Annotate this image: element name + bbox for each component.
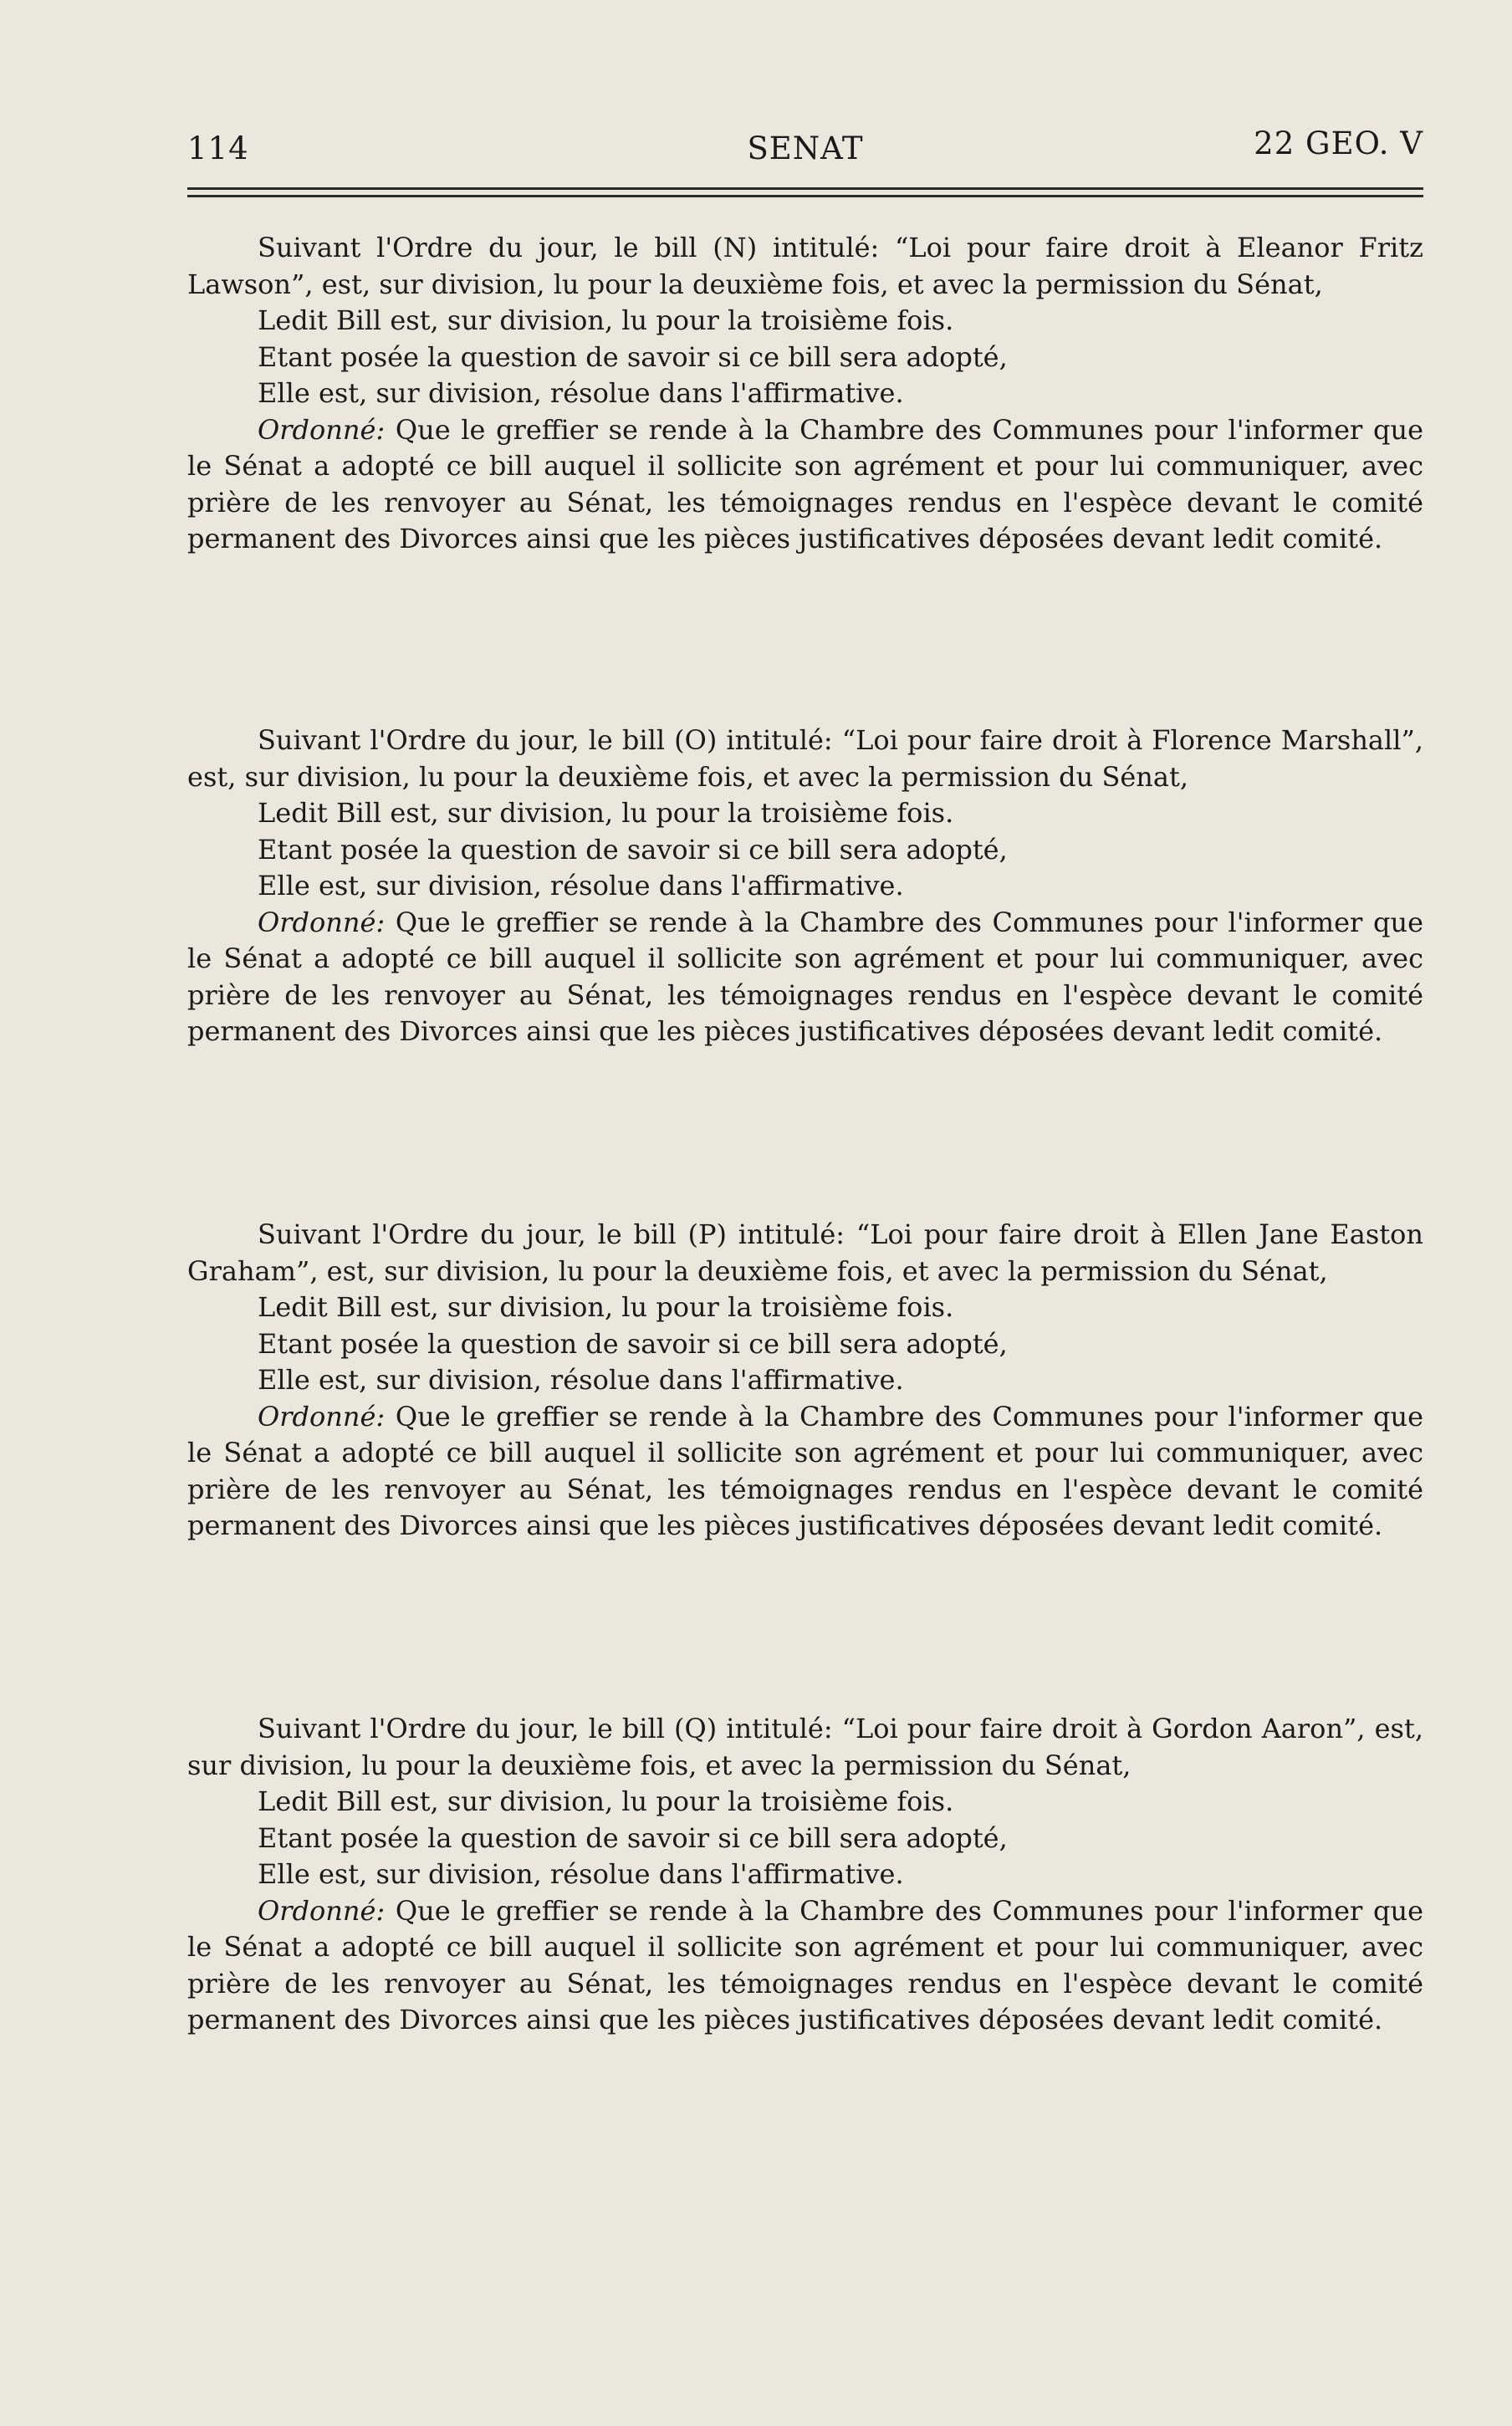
entry-intro: Suivant l'Ordre du jour, le bill (N) intitulé: “Loi pour faire droit à Eleanor Fritz Lawson”, est, sur division, lu pour la deuxième fois, et avec la permission du Sénat,: [187, 232, 1423, 300]
bill-entry-n: [187, 230, 1423, 558]
order-text: Que le greffier se rende à la Chambre des Communes pour l'informer que le Sénat a adopté ce bill auquel il sollicite son agrément et pour lui communiquer, avec prière de les renvoyer au Sénat, les témoignages rendus en l'espèce devant le comité permanent des Divorces ainsi que les pièces justificatives déposées devant ledit comité.: [187, 1894, 1423, 2035]
order-label: Ordonné:: [258, 906, 386, 938]
entry-intro: Suivant l'Ordre du jour, le bill (O) intitulé: “Loi pour faire droit à Florence Marshall”, est, sur division, lu pour la deuxième fois, et avec la permission du Sénat,: [187, 724, 1423, 793]
order-text: Que le greffier se rende à la Chambre des Communes pour l'informer que le Sénat a adopté ce bill auquel il sollicite son agrément et pour lui communiquer, avec prière de les renvoyer au Sénat, les témoignages rendus en l'espèce devant le comité permanent des Divorces ainsi que les pièces justificatives déposées devant ledit comité.: [187, 906, 1423, 1047]
entry-question: Etant posée la question de savoir si ce bill sera adopté,: [258, 1327, 1008, 1360]
entry-resolved: Elle est, sur division, résolue dans l'affirmative.: [258, 1364, 904, 1396]
entry-order: [187, 905, 1423, 1050]
entry-third-reading: Ledit Bill est, sur division, lu pour la troisième fois.: [258, 304, 954, 336]
regnal-year: 22 GEO. V: [1254, 125, 1423, 161]
running-head: [187, 125, 1423, 176]
order-label: Ordonné:: [258, 1400, 386, 1433]
entry-question: Etant posée la question de savoir si ce bill sera adopté,: [258, 340, 1008, 373]
entry-third-reading: Ledit Bill est, sur division, lu pour la troisième fois.: [258, 797, 954, 829]
order-label: Ordonné:: [258, 1894, 386, 1927]
page-number: 114: [187, 130, 249, 166]
entry-third-reading: Ledit Bill est, sur division, lu pour la troisième fois.: [258, 1785, 954, 1817]
header-rule-bottom: [187, 195, 1423, 197]
entry-question: Etant posée la question de savoir si ce bill sera adopté,: [258, 833, 1008, 866]
entry-question: Etant posée la question de savoir si ce bill sera adopté,: [258, 1821, 1008, 1854]
bill-entry-o: [187, 723, 1423, 1050]
entry-order: [187, 1893, 1423, 2039]
entry-resolved: Elle est, sur division, résolue dans l'affirmative.: [258, 377, 904, 409]
order-label: Ordonné:: [258, 413, 386, 446]
entry-intro: Suivant l'Ordre du jour, le bill (P) intitulé: “Loi pour faire droit à Ellen Jane Easton Graham”, est, sur division, lu pour la deuxième fois, et avec la permission du Sénat,: [187, 1218, 1423, 1287]
order-text: Que le greffier se rende à la Chambre des Communes pour l'informer que le Sénat a adopté ce bill auquel il sollicite son agrément et pour lui communiquer, avec prière de les renvoyer au Sénat, les témoignages rendus en l'espèce devant le comité permanent des Divorces ainsi que les pièces justificatives déposées devant ledit comité.: [187, 413, 1423, 554]
entry-third-reading: Ledit Bill est, sur division, lu pour la troisième fois.: [258, 1291, 954, 1323]
page-title: SENAT: [747, 130, 864, 166]
bill-entry-p: [187, 1217, 1423, 1545]
entry-order: [187, 1399, 1423, 1545]
entry-order: [187, 412, 1423, 558]
entry-resolved: Elle est, sur division, résolue dans l'affirmative.: [258, 1858, 904, 1890]
bill-entry-q: [187, 1711, 1423, 2039]
entry-intro: Suivant l'Ordre du jour, le bill (Q) intitulé: “Loi pour faire droit à Gordon Aaron”, est, sur division, lu pour la deuxième fois, et avec la permission du Sénat,: [187, 1713, 1423, 1781]
order-text: Que le greffier se rende à la Chambre des Communes pour l'informer que le Sénat a adopté ce bill auquel il sollicite son agrément et pour lui communiquer, avec prière de les renvoyer au Sénat, les témoignages rendus en l'espèce devant le comité permanent des Divorces ainsi que les pièces justificatives déposées devant ledit comité.: [187, 1400, 1423, 1541]
header-rule-top: [187, 187, 1423, 190]
entry-resolved: Elle est, sur division, résolue dans l'affirmative.: [258, 870, 904, 901]
